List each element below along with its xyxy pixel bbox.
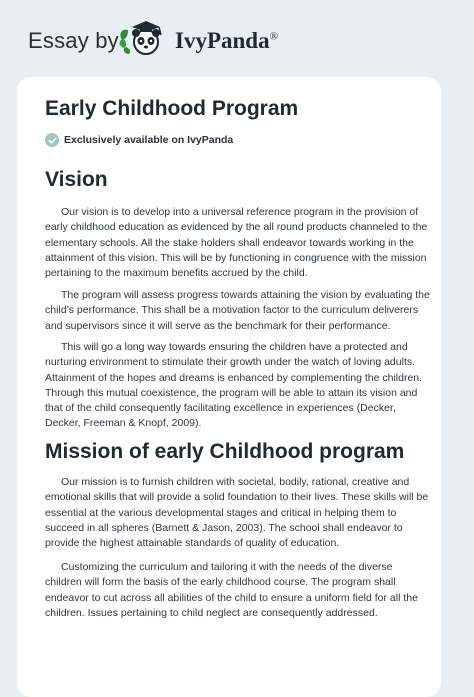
page-title: Early Childhood Program (45, 97, 299, 120)
check-icon (45, 133, 59, 147)
ivypanda-logo-icon[interactable] (116, 18, 172, 58)
exclusive-text: Exclusively available on IvyPanda (64, 134, 234, 146)
paragraph: Customizing the curriculum and tailoring it with the needs of the diverse children will form the basis of the early childhood course. The program shall endeavor to cut across all abilities of the child to ensure a uniform field for all the children. Issues pertaining to child neglect are consequently addressed. (45, 561, 418, 619)
paragraph: Our mission is to furnish children with societal, bodily, rational, creative and emotional skills that will provide a solid foundation to their lives. These skills will be essential at the various developmental stages and critical in helping them to succeed in all spheres (Barnett & Jason, 2003). The school shall endeavor to provide the highest attainable standards of quality of education. (45, 476, 429, 550)
paragraph: Our vision is to develop into a universal reference program in the provision of early childhood education as evidenced by the all round products channeled to the elementary schools. All the stake holders shall endeavor towards working in the attainment of this vision. This will be by functioning in congruence with the mission pertaining to the maximum benefits accrued by the child. (45, 206, 428, 280)
exclusive-badge (45, 132, 233, 148)
essay-by-label: Essay by (28, 28, 119, 53)
ivypanda-logo-text[interactable]: IvyPanda® (175, 28, 278, 53)
paragraph: This will go a long way towards ensuring the children have a protected and nurturing environment to stimulate their growth under the watch of loving adults. Attainment of the hopes and dreams is enhanced by complementing the children. Through this mutual coexistence, the program will be able to attain its vision and that of the child consequently facilitating excellence in experiences (Decker, Decker, Freeman & Knopf, 2009). (45, 341, 423, 430)
paragraph: The program will assess progress towards attaining the vision by evaluating the child’s performance. This shall be a motivation factor to the curriculum deliverers and supervisors since it will serve as the benchmark for their performance. (45, 289, 430, 332)
section-heading-vision: Vision (45, 168, 108, 191)
site-header (0, 0, 474, 80)
section-heading-mission: Mission of early Childhood program (45, 440, 405, 463)
